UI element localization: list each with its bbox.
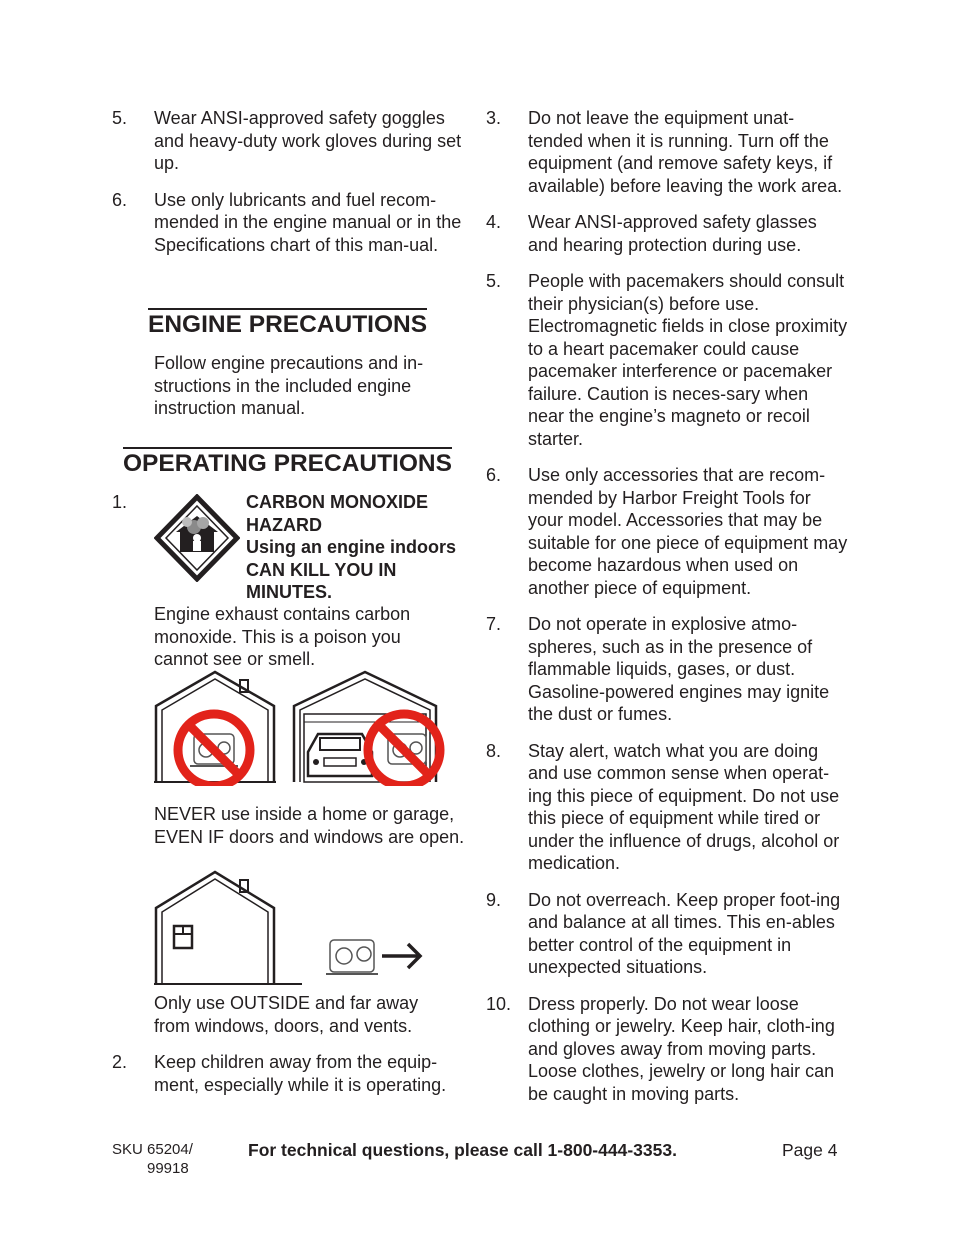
list-item xyxy=(112,189,472,257)
list-item xyxy=(112,1051,472,1096)
sku-label-2: 99918 xyxy=(147,1160,189,1177)
arrow-right-icon xyxy=(382,944,420,968)
engine-heading-wrap xyxy=(148,308,427,339)
item-number: 6. xyxy=(112,189,128,210)
operating-heading-wrap xyxy=(123,447,452,478)
item-text: Use only lubricants and fuel recom-mended in the engine manual or in the Specifications chart of this man-ual. xyxy=(154,189,462,255)
item-text: Do not operate in explosive atmo-spheres, such as in the presence of flammable liquids, gases, or dust. Gasoline-powered engines may ignite the dust or fumes. xyxy=(528,614,830,724)
item-text: Use only accessories that are recom-mended by Harbor Freight Tools for your model. Accessories that may be suitable for one piece of equipment may become hazardous when used on another piece of equipment. xyxy=(528,465,848,598)
item-number: 5. xyxy=(112,108,128,128)
item-number: 2. xyxy=(112,1052,128,1072)
list-item xyxy=(486,211,848,256)
operating-precautions-heading: OPERATING PRECAUTIONS xyxy=(123,447,452,478)
item-number: 3. xyxy=(486,108,502,128)
item-number: 5. xyxy=(486,271,502,291)
item-text: Wear ANSI-approved safety goggles and heavy-duty work gloves during set up. xyxy=(154,108,462,173)
item-number: 6. xyxy=(486,465,502,485)
garage-prohibited-illustration xyxy=(292,670,446,786)
item-text: Dress properly. Do not wear loose clothing or jewelry. Keep hair, cloth-ing and gloves away from moving parts. Loose clothes, jewelry or long hair can be caught in moving parts. xyxy=(528,993,835,1104)
outside-text: Only use OUTSIDE and far away from windows, doors, and vents. xyxy=(154,993,419,1036)
outside-use-illustration xyxy=(154,870,430,988)
item-text: Do not overreach. Keep proper foot-ing and balance at all times. This en-ables better control of the equipment in unexpected situations. xyxy=(528,889,841,977)
list-item xyxy=(486,993,848,1106)
never-text: NEVER use inside a home or garage, EVEN IF doors and windows are open. xyxy=(154,804,465,847)
item-number: 1. xyxy=(112,492,128,512)
item-number: 9. xyxy=(486,889,502,910)
house-prohibited-illustration xyxy=(154,670,276,786)
hazard-subtitle: Using an engine indoors CAN KILL YOU IN MINUTES. xyxy=(246,537,457,602)
item-number: 7. xyxy=(486,614,502,634)
item-number: 10. xyxy=(486,993,512,1014)
item-number: 8. xyxy=(486,740,502,761)
item-text: Wear ANSI-approved safety glasses and hearing protection during use. xyxy=(528,212,817,255)
left-column xyxy=(112,107,472,270)
exhaust-text: Engine exhaust contains carbon monoxide. This is a poison you cannot see or smell. xyxy=(154,604,411,669)
list-item xyxy=(486,740,848,875)
hazard-title: CARBON MONOXIDE HAZARD xyxy=(246,492,429,535)
engine-text: Follow engine precautions and in-structions in the included engine instruction manual. xyxy=(154,353,424,418)
item-number: 4. xyxy=(486,212,502,232)
item-text: Stay alert, watch what you are doing and use common sense when operat-ing this piece of equipment. Do not use this piece of equipment while tired or under the influence of drugs, alcohol or medication. xyxy=(528,740,840,873)
right-column xyxy=(486,107,848,1119)
list-item xyxy=(486,889,848,979)
list-item xyxy=(486,270,848,450)
car-icon xyxy=(308,734,372,776)
list-item xyxy=(486,613,848,726)
item-text: People with pacemakers should consult their physician(s) before use. Electromagnetic fields in close proximity to a heart pacemaker could cause pacemaker interference or pacemaker failure. Caution is neces-sary when near the engine’s magneto or recoil starter. xyxy=(528,271,848,449)
engine-icon xyxy=(326,940,378,974)
item-text: Keep children away from the equip-ment, especially while it is operating. xyxy=(154,1052,447,1095)
item-text: Do not leave the equipment unat-tended when it is running. Turn off the equipment (and remove safety keys, if available) before leaving the work area. xyxy=(528,108,843,196)
page-number: Page 4 xyxy=(782,1140,838,1160)
list-item xyxy=(112,107,472,175)
list-item xyxy=(486,107,848,197)
sku-label: SKU 65204/ xyxy=(112,1141,193,1158)
list-item xyxy=(486,464,848,599)
engine-precautions-heading: ENGINE PRECAUTIONS xyxy=(148,308,427,339)
window-icon xyxy=(174,926,192,948)
technical-questions-phone: For technical questions, please call 1-800-444-3353. xyxy=(248,1140,677,1160)
carbon-monoxide-hazard-icon xyxy=(154,494,240,582)
